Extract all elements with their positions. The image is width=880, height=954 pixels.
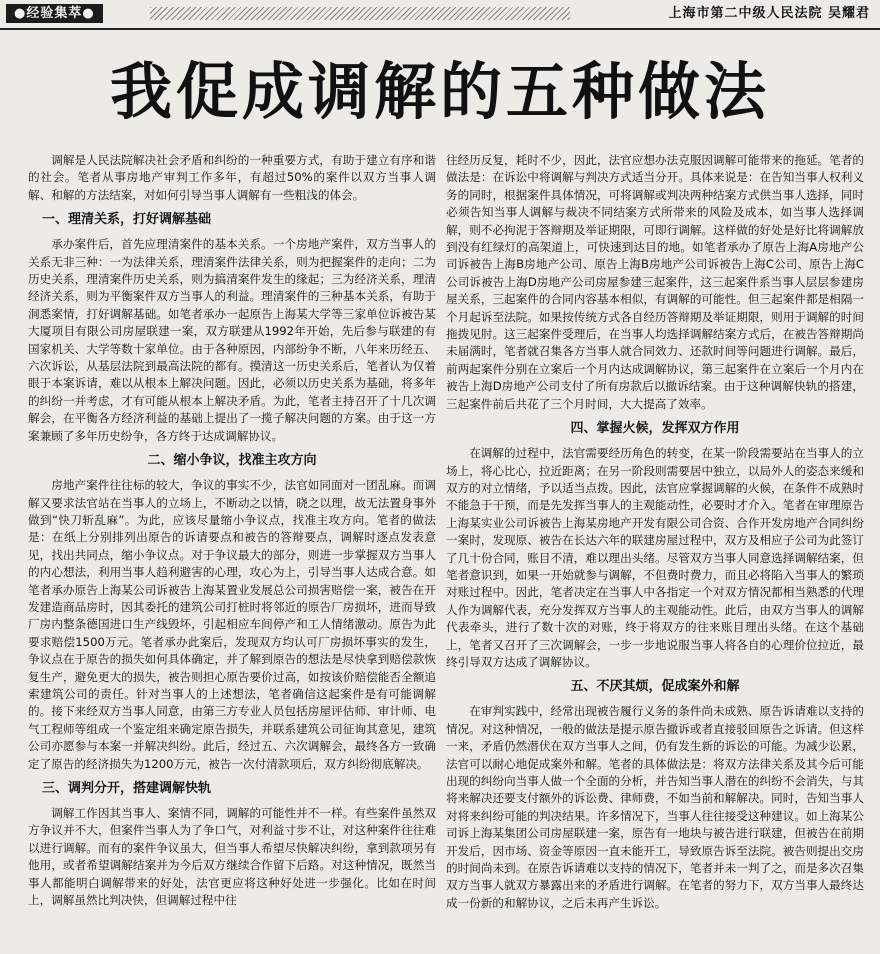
- section-4-paragraph: 在调解的过程中，法官需要经历角色的转变，在某一阶段需要站在当事人的立场上，将心比心，拉近距离；在另一阶段则需要居中独立，以局外人的姿态来缓和双方的对立情绪，予以适当点拨。因此，法官应掌握调解的火候，在条件不成熟时不能急于干预，而是先发挥当事人的主观能动性，必要时才介入。笔者在审理原告上海某实业公司诉被告上海某房地产开发有限公司合资、合作开发房地产合同纠纷一案时，发现原、被告在长达六年的联建房屋过程中，双方及相应子公司为此签订了几十份合同，账目不清，难以理出头绪。尽管双方当事人同意选择调解结案，但笔者意识到，如果一开始就参与调解，不但费时费力，而且必将陷入当事人的繁琐对账过程中。因此，笔者决定在当事人中各指定一个对双方情况都相当熟悉的代理人作为调解代表，充分发挥双方当事人的主观能动性。此后，由双方当事人的调解代表牵头，进行了数十次的对账，终于将双方的往来账目理出头绪。在这个基础上，笔者又召开了三次调解会，一步一步地说服当事人将各自的心理价位拉近，最终引导双方达成了调解协议。: [446, 446, 864, 669]
- section-1-heading: 一、理清关系，打好调解基础: [42, 212, 212, 228]
- section-3-paragraph: 调解工作因其当事人、案情不同，调解的可能性并不一样。有些案件虽然双方争议并不大，但案件当事人为了争口气，对利益寸步不让，对这种案件往往难以进行调解。而有的案件争议虽大，但当事人希望尽快解决纠纷，拿到款项另有他用，或者希望调解结案并为今后双方继续合作留下后路。对这种情况，既然当事人都能明白调解带来的好处，法官更应将这种好处进一步强化。比如在时间上，调解虽然比判决快，但调解过程中往: [28, 806, 436, 908]
- section-3-heading: 三、调判分开，搭建调解快轨: [42, 781, 212, 796]
- header-hatch-decoration: [150, 7, 570, 20]
- column-tag: ●经验集萃●: [6, 4, 103, 23]
- left-column: [28, 152, 436, 947]
- section-2-paragraph: 房地产案件往往标的较大，争议的事实不少，法官如同面对一团乱麻。而调解又要求法官站在当事人的立场上，不断动之以情，晓之以理，故无法置身事外做到“快刀斩乱麻”。为此，应该尽量缩小争议点，找准主攻方向。笔者的做法是：在纸上分别排列出原告的诉请要点和被告的答辩要点，调解时逐点发表意见，找出共同点，缩小争议点。对于争议最大的部分，则进一步掌握双方当事人的内心想法，利用当事人趋利避害的心理，攻心为上，引导当事人达成合意。如笔者承办原告上海某公司诉被告上海某置业发展总公司损害赔偿一案，被告在开发建造商品房时，因其委托的建筑公司打桩时将邻近的原告厂房损坏，进而导致厂房内整条德国进口生产线毁坏，引起相应车间停产和工人情绪激动。原告为此要求赔偿1500万元。笔者承办此案后，发现双方均认可厂房损坏事实的发生，争议点在于原告的损失如何具体确定，并了解到原告的想法是尽快拿到赔偿款恢复生产，避免更大的损失，被告则担心原告要价过高，如按该价赔偿能否全额追索建筑公司的责任。针对当事人的上述想法，笔者确信这起案件是有可能调解的。接下来经双方当事人同意，由第三方专业人员包括房屋评估师、审计师、电气工程师等组成一个鉴定组来确定原告损失，并联系建筑公司征询其意见，建筑公司亦愿参与本案一并解决纠纷。此后，经过五、六次调解会，最终各方一致确定了原告的经济损失为1200万元，被告一次付清款项后，双方纠纷彻底解决。: [28, 478, 436, 771]
- right-column: [446, 152, 864, 947]
- section-3-paragraph-continued: 往经历反复，耗时不少，因此，法官应想办法克服因调解可能带来的拖延。笔者的做法是：在诉讼中将调解与判决方式适当分开。具体来说是：在告知当事人权利义务的同时，根据案件具体情况，可将调解或判决两种结案方式供当事人选择，同时必须告知当事人调解与裁决不同结案方式所带来的风险及成本，如当事人选择调解，则不必拘泥于答辩期及举证期限，可即行调解。这样做的好处是好比将调解放到没有红绿灯的高架道上，可快速到达目的地。如笔者承办了原告上海A房地产公司诉被告上海B房地产公司、原告上海B房地产公司诉被告上海C公司、原告上海C公司诉被告上海D房地产公司房屋参建三起案件，这三起案件系当事人层层参建房屋关系，三起案件的合同内容基本相似，有调解的可能性。但三起案件都是相隔一个月起诉至法院。如果按传统方式各自经历答辩期及举证期限，则用于调解的时间拖拨见肘。这三起案件受理后，在当事人均选择调解结案方式后，在被告答辩期尚未届满时，笔者就召集各方当事人就合同效力、还款时间等问题进行调解。最后，前两起案件分别在立案后一个月内达成调解协议，第三起案件在立案后一个月内在被告上海D房地产公司支付了所有房款后以撤诉结案。由于这种调解快轨的搭建，三起案件前后共花了三个月时间，大大提高了效率。: [446, 153, 864, 411]
- intro-paragraph: 调解是人民法院解决社会矛盾和纠纷的一种重要方式，有助于建立有序和谐的社会。笔者从事房地产审判工作多年，有超过50%的案件以双方当事人调解、和解的方法结案，对如何引导当事人调解有一些粗浅的体会。: [28, 153, 436, 202]
- byline: 上海市第二中级人民法院 吴耀君: [668, 6, 870, 21]
- section-1-paragraph: 承办案件后，首先应理清案件的基本关系。一个房地产案件，双方当事人的关系无非三种：一为法律关系，理清案件法律关系，则为把握案件的走向；二为历史关系，理清案件历史关系，则为搞清案件发生的缘起；三为经济关系，理清经济关系，则为平衡案件双方当事人的利益。理清案件的三种基本关系，有助于洞悉案情，打好调解基础。如笔者承办一起原告上海某大学等三家单位诉被告某大厦项目有限公司房屋联建一案，双方联建从1992年开始，先后参与联建的有国家机关、大学等数十家单位。由于各种原因，内部纷争不断，八年来历经五、六次诉讼，从基层法院到最高法院的都有。摸清这一历史关系后，笔者认为仅着眼于本案诉请，难以从根本上解决问题。因此，必须以历史关系为基础，将多年的纠纷一并考虑，才有可能从根本上解决矛盾。为此，笔者主持召开了十几次调解会，在平衡各方经济利益的基础上提出了一揽子解决问题的方案。由于这一方案兼顾了多年历史纷争，各方终于达成调解协议。: [28, 237, 436, 443]
- page-header: [0, 0, 880, 30]
- article-title: 我促成调解的五种做法: [109, 55, 770, 128]
- section-5-heading: 五、不厌其烦，促成案外和解: [570, 679, 740, 695]
- section-4-heading: 四、掌握火候，发挥双方作用: [570, 421, 740, 437]
- section-5-paragraph: 在审判实践中，经常出现被告履行义务的条件尚未成熟、原告诉请难以支持的情况。对这种情况，一般的做法是提示原告撤诉或者直接驳回原告之诉请。但这样一来，矛盾仍然潜伏在双方当事人之间，仍有发生新的诉讼的可能。为减少讼累，法官可以耐心地促成案外和解。笔者的具体做法是：将双方法律关系及其今后可能出现的纠纷向当事人做一个全面的分析，并告知当事人潜在的纠纷不会消失，与其将来解决还要支付额外的诉讼费、律师费，不如当前和解解决。同时，告知当事人对将来纠纷可能的判决结果。许多情况下，当事人往往接受这种建议。如上海某公司诉上海某集团公司房屋联建一案，原告有一地块与被告进行联建，但被告在前期开发后，因市场、资金等原因一直未能开工，导致原告诉至法院。被告则提出交房的时间尚未到。在原告诉请难以支持的情况下，笔者并未一判了之，而是多次召集双方当事人就双方暴露出来的矛盾进行调解。在笔者的努力下，双方当事人最终达成一份新的和解协议，之后未再产生诉讼。: [446, 704, 864, 910]
- section-2-heading: 二、缩小争议，找准主攻方向: [147, 453, 317, 469]
